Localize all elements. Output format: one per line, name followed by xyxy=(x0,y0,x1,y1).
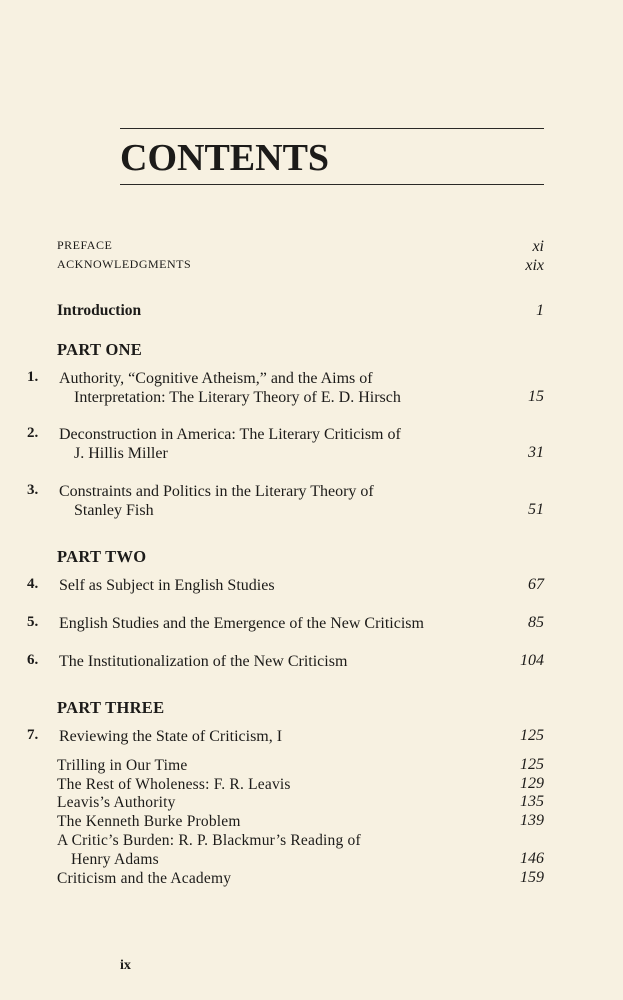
chapter-title: The Institutionalization of the New Criticism xyxy=(59,653,348,670)
page-title: CONTENTS xyxy=(120,137,330,179)
toc-entry-page: 67 xyxy=(528,576,544,593)
section-title: Leavis’s Authority xyxy=(57,794,176,811)
chapter-title-line2: Interpretation: The Literary Theory of E. D. Hirsch xyxy=(74,389,401,406)
chapter-number: 2. xyxy=(27,425,39,441)
chapter-number: 6. xyxy=(27,652,39,668)
toc-entry-page: 1 xyxy=(536,302,544,319)
chapter-title: Self as Subject in English Studies xyxy=(59,577,275,594)
chapter-title-line2: J. Hillis Miller xyxy=(74,445,168,462)
chapter-number: 1. xyxy=(27,369,39,385)
bottom-rule xyxy=(120,184,544,185)
toc-entry-label: ACKNOWLEDGMENTS xyxy=(57,257,192,271)
toc-entry-page: 125 xyxy=(520,756,544,773)
chapter-title-line1: Constraints and Politics in the Literary Theory of xyxy=(59,483,374,500)
toc-entry-page: 129 xyxy=(520,775,544,792)
chapter-title: Reviewing the State of Criticism, I xyxy=(59,728,283,745)
toc-entry-page: 139 xyxy=(520,812,544,829)
toc-entry-page: 159 xyxy=(520,869,544,886)
toc-entry-page: 104 xyxy=(520,652,544,669)
chapter-title-line2: Stanley Fish xyxy=(74,502,154,519)
toc-entry-page: 51 xyxy=(528,501,544,518)
section-title-line1: A Critic’s Burden: R. P. Blackmur’s Reading of xyxy=(57,832,361,849)
chapter-title: English Studies and the Emergence of the New Criticism xyxy=(59,615,424,632)
chapter-title-line1: Authority, “Cognitive Atheism,” and the Aims of xyxy=(59,370,373,387)
section-title xyxy=(57,831,361,869)
chapter-title xyxy=(59,369,401,407)
toc-entry-page: 135 xyxy=(520,793,544,810)
toc-entry-label: PREFACE xyxy=(57,238,113,252)
toc-entry-page: 15 xyxy=(528,388,544,405)
part-label: PART THREE xyxy=(57,698,165,717)
chapter-number: 4. xyxy=(27,576,39,592)
part-label: PART TWO xyxy=(57,547,147,566)
toc-entry-page: 31 xyxy=(528,444,544,461)
part-label: PART ONE xyxy=(57,340,143,359)
section-title: The Rest of Wholeness: F. R. Leavis xyxy=(57,776,291,793)
chapter-number: 3. xyxy=(27,482,39,498)
toc-entry-label: Introduction xyxy=(57,302,142,319)
toc-entry-page: xi xyxy=(532,238,544,255)
chapter-number: 7. xyxy=(27,727,39,743)
toc-entry-page: 146 xyxy=(520,850,544,867)
chapter-title-line1: Deconstruction in America: The Literary Criticism of xyxy=(59,426,401,443)
chapter-title xyxy=(59,482,374,520)
top-rule xyxy=(120,128,544,129)
section-title: The Kenneth Burke Problem xyxy=(57,813,241,830)
toc-entry-page: 85 xyxy=(528,614,544,631)
chapter-title xyxy=(59,425,401,463)
page-number: ix xyxy=(120,958,131,973)
section-title-line2: Henry Adams xyxy=(71,851,159,868)
section-title: Trilling in Our Time xyxy=(57,757,188,774)
toc-entry-page: xix xyxy=(525,257,544,274)
toc-entry-page: 125 xyxy=(520,727,544,744)
section-title: Criticism and the Academy xyxy=(57,870,232,887)
chapter-number: 5. xyxy=(27,614,39,630)
